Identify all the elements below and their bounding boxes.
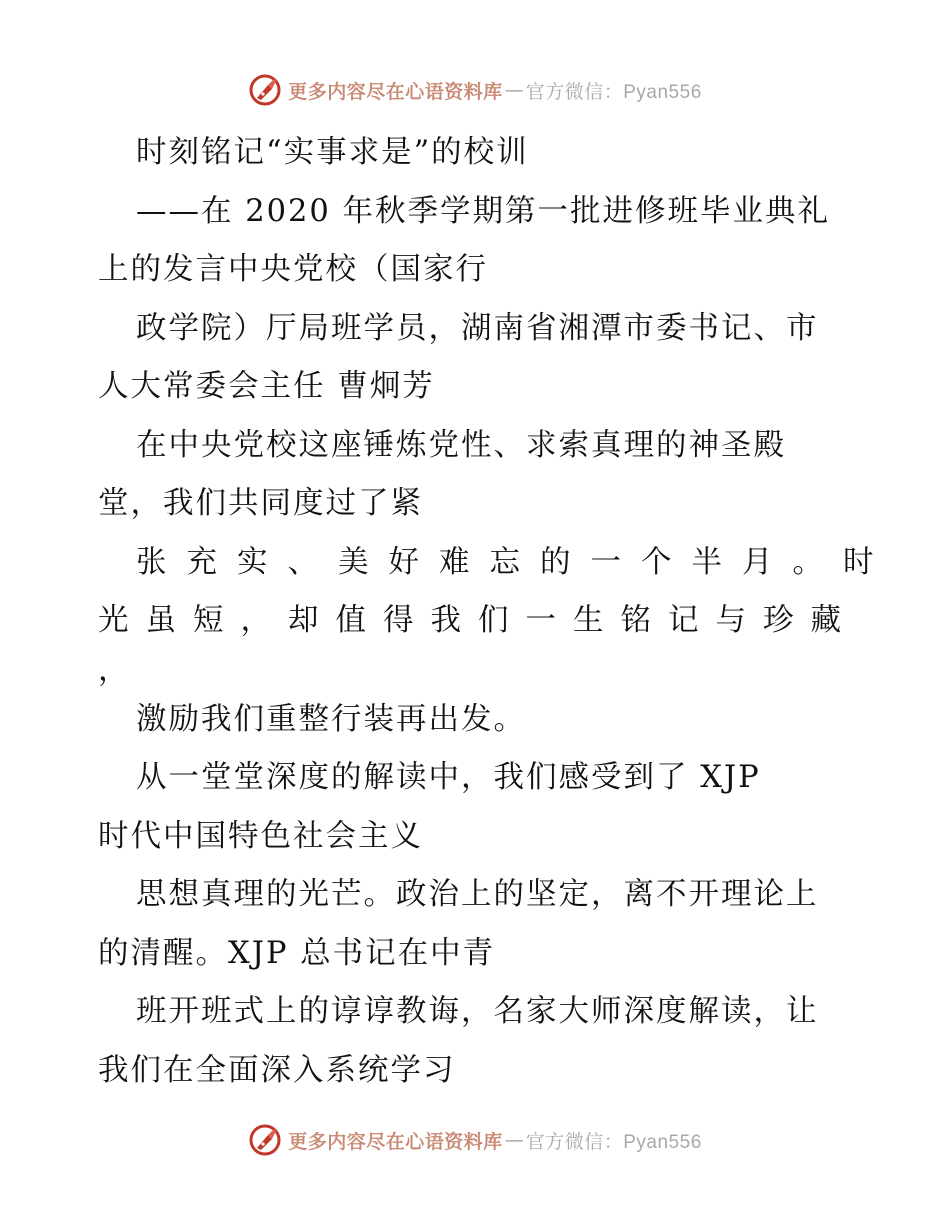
doc-paragraph-line: 的清醒。XJP 总书记在中青	[98, 935, 496, 971]
footer-wechat-text: 官方微信：Pyan556	[525, 1131, 702, 1153]
doc-subtitle-line-2: 上的发言中央党校（国家行	[98, 252, 488, 287]
doc-paragraph-line: 我们在全面深入系统学习	[98, 1052, 456, 1088]
document-body	[98, 124, 894, 1100]
pen-nib-logo-icon	[248, 1123, 282, 1157]
doc-subtitle-line-1: ——在 2020 年秋季学期第一批进修班毕业典礼	[136, 193, 831, 229]
doc-paragraph-line: 张充实、美好难忘的一个半月。时	[136, 544, 894, 580]
doc-paragraph-line: 光虽短，却值得我们一生铭记与珍藏	[98, 603, 858, 638]
page-footer	[0, 1118, 950, 1162]
header-dash: —	[504, 79, 524, 101]
doc-paragraph-line: 时代中国特色社会主义	[98, 818, 423, 854]
header-brand-text: 更多内容尽在心语资料库	[288, 80, 503, 103]
doc-paragraph-line: 班开班式上的谆谆教诲，名家大师深度解读，让	[136, 994, 819, 1029]
header-wechat-text: 官方微信：Pyan556	[525, 81, 702, 103]
page-header	[0, 68, 950, 112]
doc-paragraph-line: 思想真理的光芒。政治上的坚定，离不开理论上	[136, 877, 819, 912]
doc-paragraph-line: 从一堂堂深度的解读中，我们感受到了 XJP	[136, 760, 761, 795]
doc-paragraph-line: ，	[98, 652, 131, 688]
pen-nib-logo-icon	[248, 73, 282, 107]
doc-paragraph-line: 堂，我们共同度过了紧	[98, 486, 423, 521]
footer-dash: —	[504, 1129, 524, 1151]
doc-title: 时刻铭记“实事求是”的校训	[136, 135, 529, 170]
footer-brand-text: 更多内容尽在心语资料库	[288, 1130, 503, 1153]
doc-author-line-2: 人大常委会主任 曹炯芳	[98, 369, 435, 404]
doc-paragraph-line: 激励我们重整行装再出发。	[136, 701, 526, 737]
doc-author-line-1: 政学院）厅局班学员，湖南省湘潭市委书记、市	[136, 310, 819, 346]
doc-paragraph-line: 在中央党校这座锤炼党性、求索真理的神圣殿	[136, 427, 786, 463]
